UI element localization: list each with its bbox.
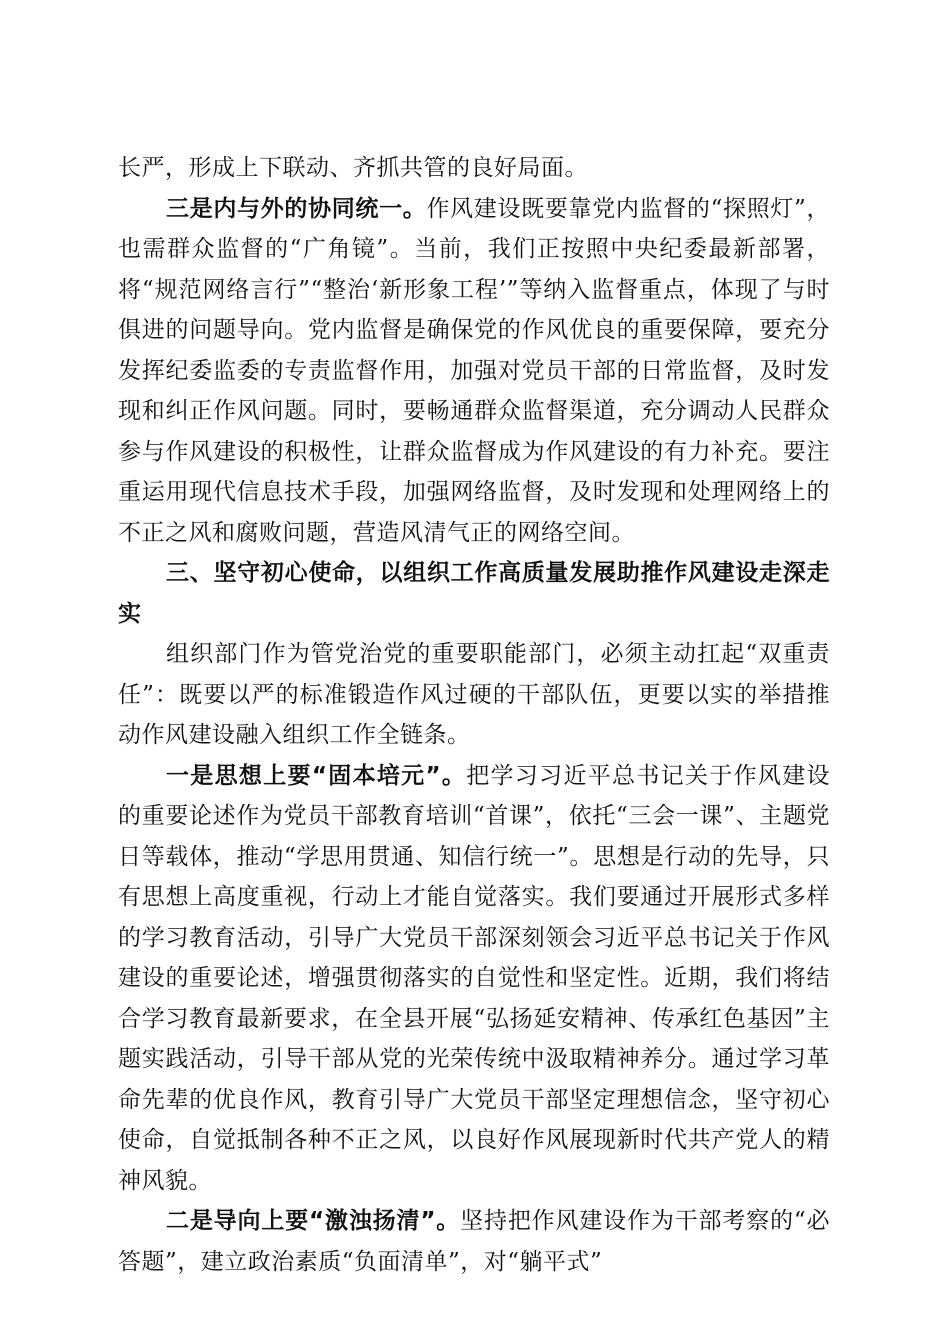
paragraph-ideology	[118, 756, 830, 1202]
paragraph-lead: 一是思想上要“固本培元”。	[166, 762, 467, 789]
paragraph-internal-external-supervision	[118, 189, 830, 554]
paragraph-text: 坚持把作风建设作为干部考察的“必答题”，建立政治素质“负面清单”，对“躺平式”	[118, 1208, 831, 1275]
section-heading-three	[118, 553, 830, 634]
paragraph-lead: 二是导向上要“激浊扬清”。	[166, 1208, 461, 1234]
section-heading-text: 三、坚守初心使命，以组织工作高质量发展助推作风建设走深走实	[118, 560, 830, 627]
paragraph-lead: 三是内与外的协同统一。	[166, 195, 427, 222]
paragraph-organization-department	[118, 634, 830, 756]
document-body	[118, 148, 830, 1282]
paragraph-text: 作风建设既要靠党内监督的“探照灯”，也需群众监督的“广角镜”。当前，我们正按照中央纪委最新部署，将“规范网络言行”“整治‘新形象工程’”等纳入监督重点，体现了与时俱进的问题导向。党内监督是确保党的作风优良的重要保障，要充分发挥纪委监委的专责监督作用，加强对党员干部的日常监督，及时发现和纠正作风问题。同时，要畅通群众监督渠道，充分调动人民群众参与作风建设的积极性，让群众监督成为作风建设的有力补充。要注重运用现代信息技术手段，加强网络监督，及时发现和处理网络上的不正之风和腐败问题，营造风清气正的网络空间。	[118, 195, 830, 546]
paragraph-continuation	[118, 148, 830, 189]
paragraph-text: 长严，形成上下联动、齐抓共管的良好局面。	[118, 155, 588, 181]
paragraph-text: 把学习习近平总书记关于作风建设的重要论述作为党员干部教育培训“首课”，依托“三会一课”、主题党日等载体，推动“学思用贯通、知信行统一”。思想是行动的先导，只有思想上高度重视，行动上才能自觉落实。我们要通过开展形式多样的学习教育活动，引导广大党员干部深刻领会习近平总书记关于作风建设的重要论述，增强贯彻落实的自觉性和坚定性。近期，我们将结合学习教育最新要求，在全县开展“弘扬延安精神、传承红色基因”主题实践活动，引导干部从党的光荣传统中汲取精神养分。通过学习革命先辈的优良作风，教育引导广大党员干部坚定理想信念，坚守初心使命，自觉抵制各种不正之风，以良好作风展现新时代共产党人的精神风貌。	[118, 762, 831, 1194]
paragraph-text: 组织部门作为管党治党的重要职能部门，必须主动扛起“双重责任”：既要以严的标准锻造作风过硬的干部队伍，更要以实的举措推动作风建设融入组织工作全链条。	[118, 641, 830, 748]
paragraph-orientation	[118, 1201, 830, 1282]
